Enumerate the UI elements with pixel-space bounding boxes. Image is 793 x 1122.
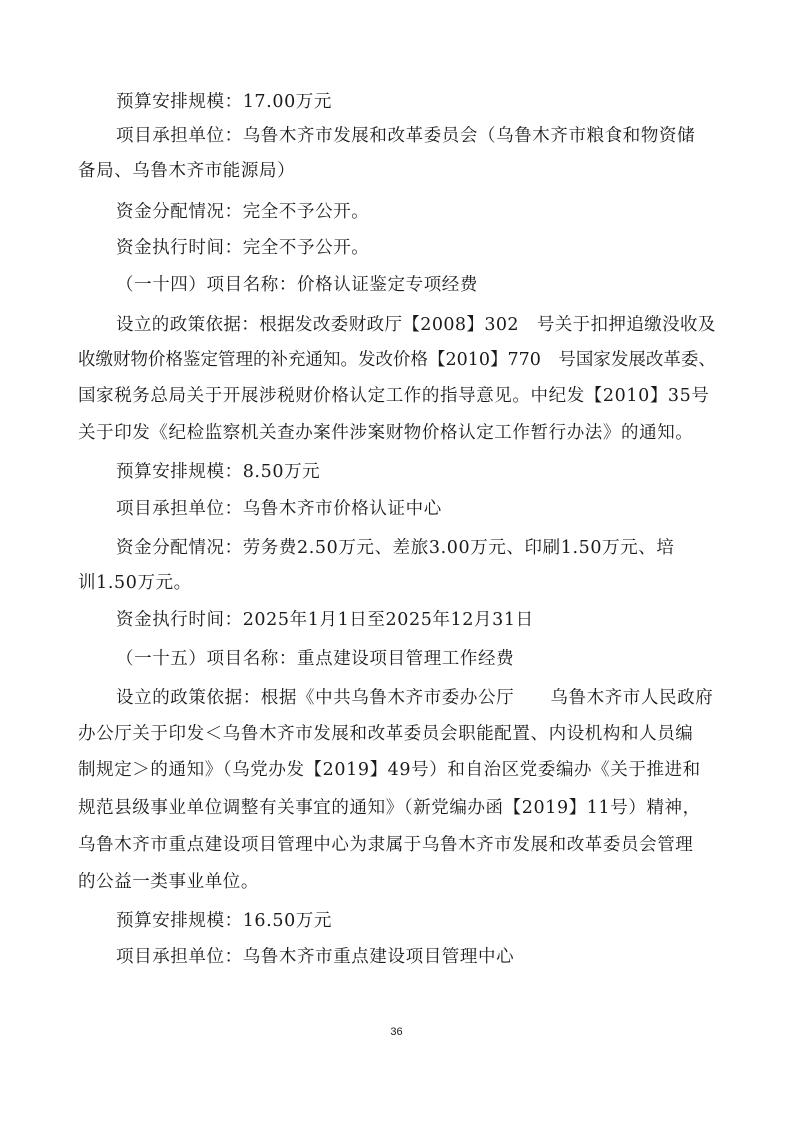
- undertaking-unit-line: 项目承担单位：乌鲁木齐市发展和改革委员会（乌鲁木齐市粮食和物资储: [116, 126, 696, 146]
- undertaking-unit-cont: 备局、乌鲁木齐市能源局）: [78, 161, 296, 181]
- undertaking-unit-line-3: 项目承担单位：乌鲁木齐市重点建设项目管理中心: [116, 947, 515, 967]
- policy-basis-line: 设立的政策依据：根据发改委财政厅【2008】302 号关于扣押追缴没收及: [116, 315, 716, 335]
- fund-allocation-line: 资金分配情况：完全不予公开。: [116, 202, 370, 222]
- policy-basis-2-cont-4: 乌鲁木齐市重点建设项目管理中心为隶属于乌鲁木齐市发展和改革委员会管理: [78, 835, 694, 855]
- fund-execution-line-2: 资金执行时间：2025年1月1日至2025年12月31日: [116, 610, 534, 630]
- policy-basis-2-cont-3: 规范县级事业单位调整有关事宜的通知》（新党编办函【2019】11号）精神，: [78, 798, 701, 818]
- policy-basis-2-cont-5: 的公益一类事业单位。: [78, 872, 259, 892]
- section-14-heading: （一十四）项目名称：价格认证鉴定专项经费: [116, 275, 478, 295]
- policy-basis-cont-3: 关于印发《纪检监察机关查办案件涉案财物价格认定工作暂行办法》的通知。: [78, 423, 694, 443]
- fund-execution-line: 资金执行时间：完全不予公开。: [116, 238, 370, 258]
- policy-basis-cont-1: 收缴财物价格鉴定管理的补充通知。发改价格【2010】770 号国家发展改革委、: [78, 350, 716, 370]
- policy-basis-line-2: 设立的政策依据：根据《中共乌鲁木齐市委办公厅 乌鲁木齐市人民政府: [116, 688, 714, 708]
- fund-allocation-line-2: 资金分配情况：劳务费2.50万元、差旅3.00万元、印刷1.50万元、培: [116, 538, 675, 558]
- undertaking-unit-line-2: 项目承担单位：乌鲁木齐市价格认证中心: [116, 499, 442, 519]
- page-number: 36: [390, 1026, 403, 1038]
- budget-scale-line-3: 预算安排规模：16.50万元: [116, 911, 332, 931]
- policy-basis-2-cont-2: 制规定＞的通知》（乌党办发【2019】49号）和自治区党委编办《关于推进和: [78, 760, 701, 780]
- budget-scale-line: 预算安排规模：17.00万元: [116, 92, 332, 112]
- budget-scale-line-2: 预算安排规模：8.50万元: [116, 462, 321, 482]
- policy-basis-cont-2: 国家税务总局关于开展涉税财价格认定工作的指导意见。中纪发【2010】35号: [78, 386, 710, 406]
- fund-allocation-cont-2: 训1.50万元。: [78, 573, 192, 593]
- policy-basis-2-cont-1: 办公厅关于印发＜乌鲁木齐市发展和改革委员会职能配置、内设机构和人员编: [78, 724, 694, 744]
- section-15-heading: （一十五）项目名称：重点建设项目管理工作经费: [116, 649, 515, 669]
